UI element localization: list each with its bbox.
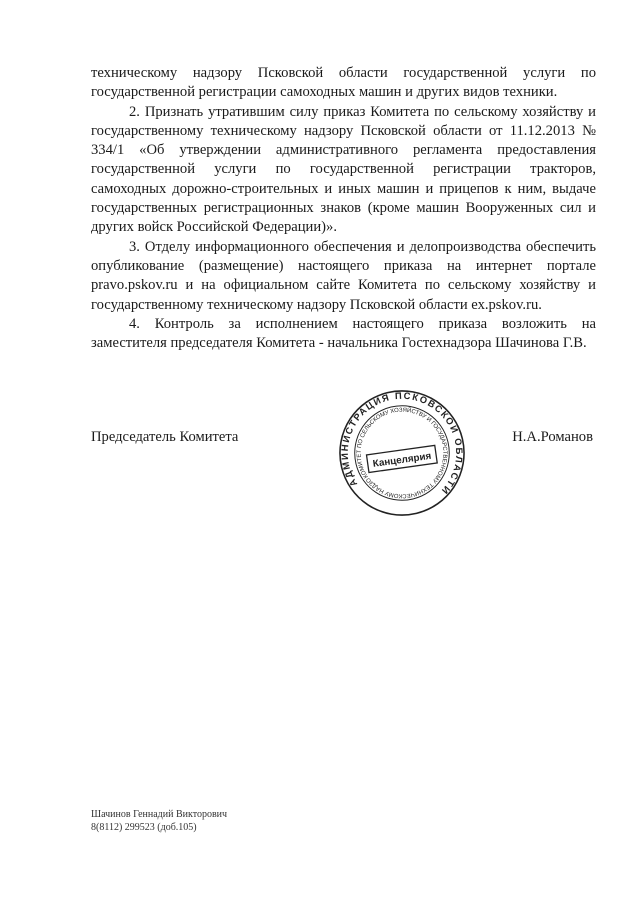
signer-title: Председатель Комитета	[91, 429, 239, 445]
seal-center-text: Канцелярия	[372, 450, 432, 470]
paragraph-2: 2. Признать утратившим силу приказ Комитета по сельскому хозяйству и государственному техническому надзору Псковской области от 11.12.2013 № 334/1 «Об утверждении административного регламента предоставления государственной услуги по государственной регистрации тракторов, самоходных дорожно-строительных и иных машин и прицепов к ним, выдаче государственных регистрационных знаков (кроме машин Вооруженных сил и других войск Российской Федерации)».	[91, 103, 596, 236]
seal-outer-text: АДМИНИСТРАЦИЯ ПСКОВСКОЙ ОБЛАСТИ	[339, 390, 465, 497]
seal-inner-text: КОМИТЕТ ПО СЕЛЬСКОМУ ХОЗЯЙСТВУ И ГОСУДАРСТВЕННОМУ ТЕХНИЧЕСКОМУ НАДЗОРУ	[356, 407, 448, 499]
executor-name: Шачинов Геннадий Викторович	[91, 809, 228, 820]
paragraph-3: 3. Отделу информационного обеспечения и делопроизводства обеспечить опубликование (размещение) настоящего приказа на интернет портале pravo.pskov.ru и на официальном сайте Комитета по сельскому хозяйству и государственному техническому надзору Псковской области ех.pskov.ru.	[91, 238, 596, 313]
paragraph-4: 4. Контроль за исполнением настоящего приказа возложить на заместителя председателя Комитета - начальника Гостехнадзора Шачинова Г.В.	[91, 315, 596, 352]
signer-name: Н.А.Романов	[512, 429, 593, 445]
executor-footer	[91, 808, 227, 834]
paragraph-1-continuation: техническому надзору Псковской области государственной услуги по государственной регистрации самоходных машин и других видов техники.	[91, 65, 596, 101]
executor-phone: 8(8112) 299523 (доб.105)	[91, 822, 197, 833]
document-body	[91, 64, 596, 353]
official-seal-stamp	[338, 388, 466, 518]
